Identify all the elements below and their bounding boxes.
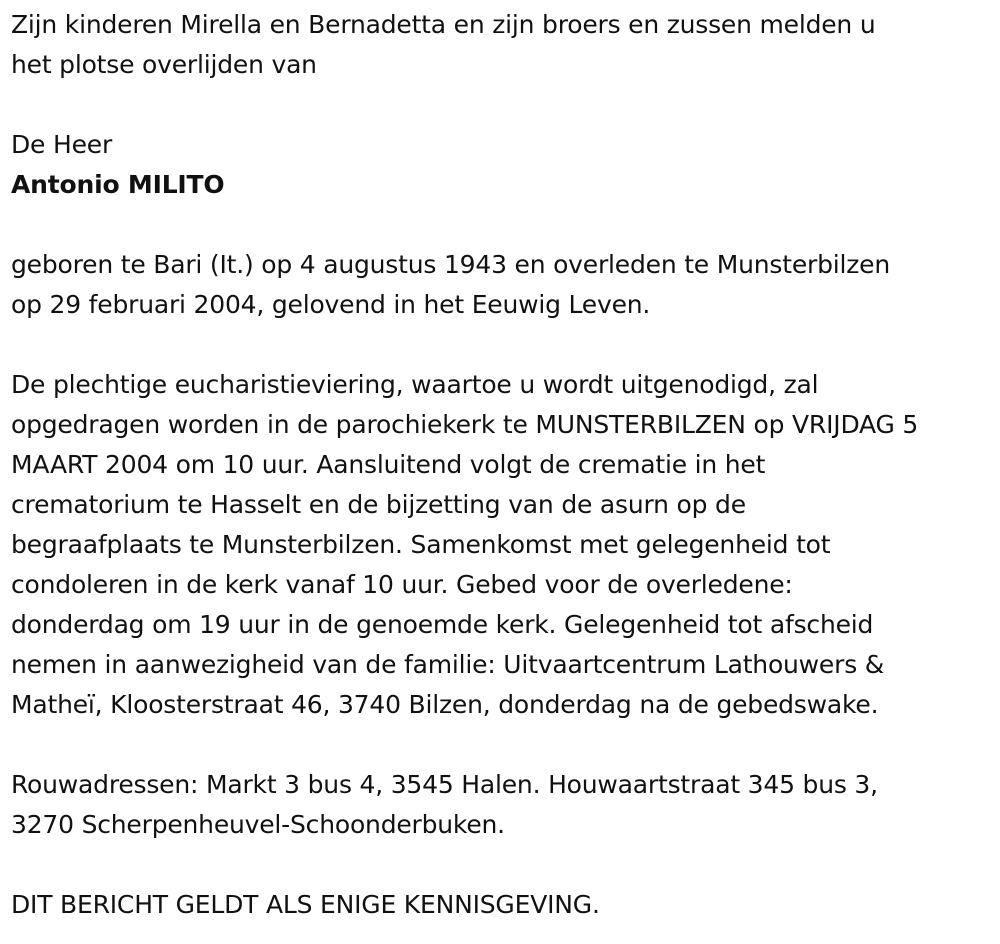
honorific: De Heer — [11, 130, 113, 159]
deceased-name: Antonio MILITO — [11, 170, 225, 199]
closing-statement: DIT BERICHT GELDT ALS ENIGE KENNISGEVING. — [11, 890, 600, 919]
mourning-addresses: Rouwadressen: Markt 3 bus 4, 3545 Halen. Houwaartstraat 345 bus 3, 3270 Scherpenheuvel-Schoonderbuken. — [11, 770, 878, 839]
birth-death-text: geboren te Bari (It.) op 4 augustus 1943 en overleden te Munsterbilzen op 29 februari 2004, gelovend in het Eeuwig Leven. — [11, 250, 890, 319]
death-notice — [11, 5, 996, 925]
spacer — [11, 725, 996, 765]
spacer — [11, 845, 996, 885]
spacer — [11, 205, 996, 245]
spacer — [11, 325, 996, 365]
spacer — [11, 85, 996, 125]
intro-text: Zijn kinderen Mirella en Bernadetta en zijn broers en zussen melden u het plotse overlijden van — [11, 10, 876, 79]
ceremony-text: De plechtige eucharistieviering, waartoe u wordt uitgenodigd, zal opgedragen worden in de parochiekerk te MUNSTERBILZEN op VRIJDAG 5 MAART 2004 om 10 uur. Aansluitend volgt de crematie in het crematorium te Hasselt en de bijzetting van de asurn op de begraafplaats te Munsterbilzen. Samenkomst met gelegenheid tot condoleren in de kerk vanaf 10 uur. Gebed voor de overledene: donderdag om 19 uur in de genoemde kerk. Gelegenheid tot afscheid nemen in aanwezigheid van de familie: Uitvaartcentrum Lathouwers & Matheï, Kloosterstraat 46, 3740 Bilzen, donderdag na de gebedswake. — [11, 370, 919, 719]
